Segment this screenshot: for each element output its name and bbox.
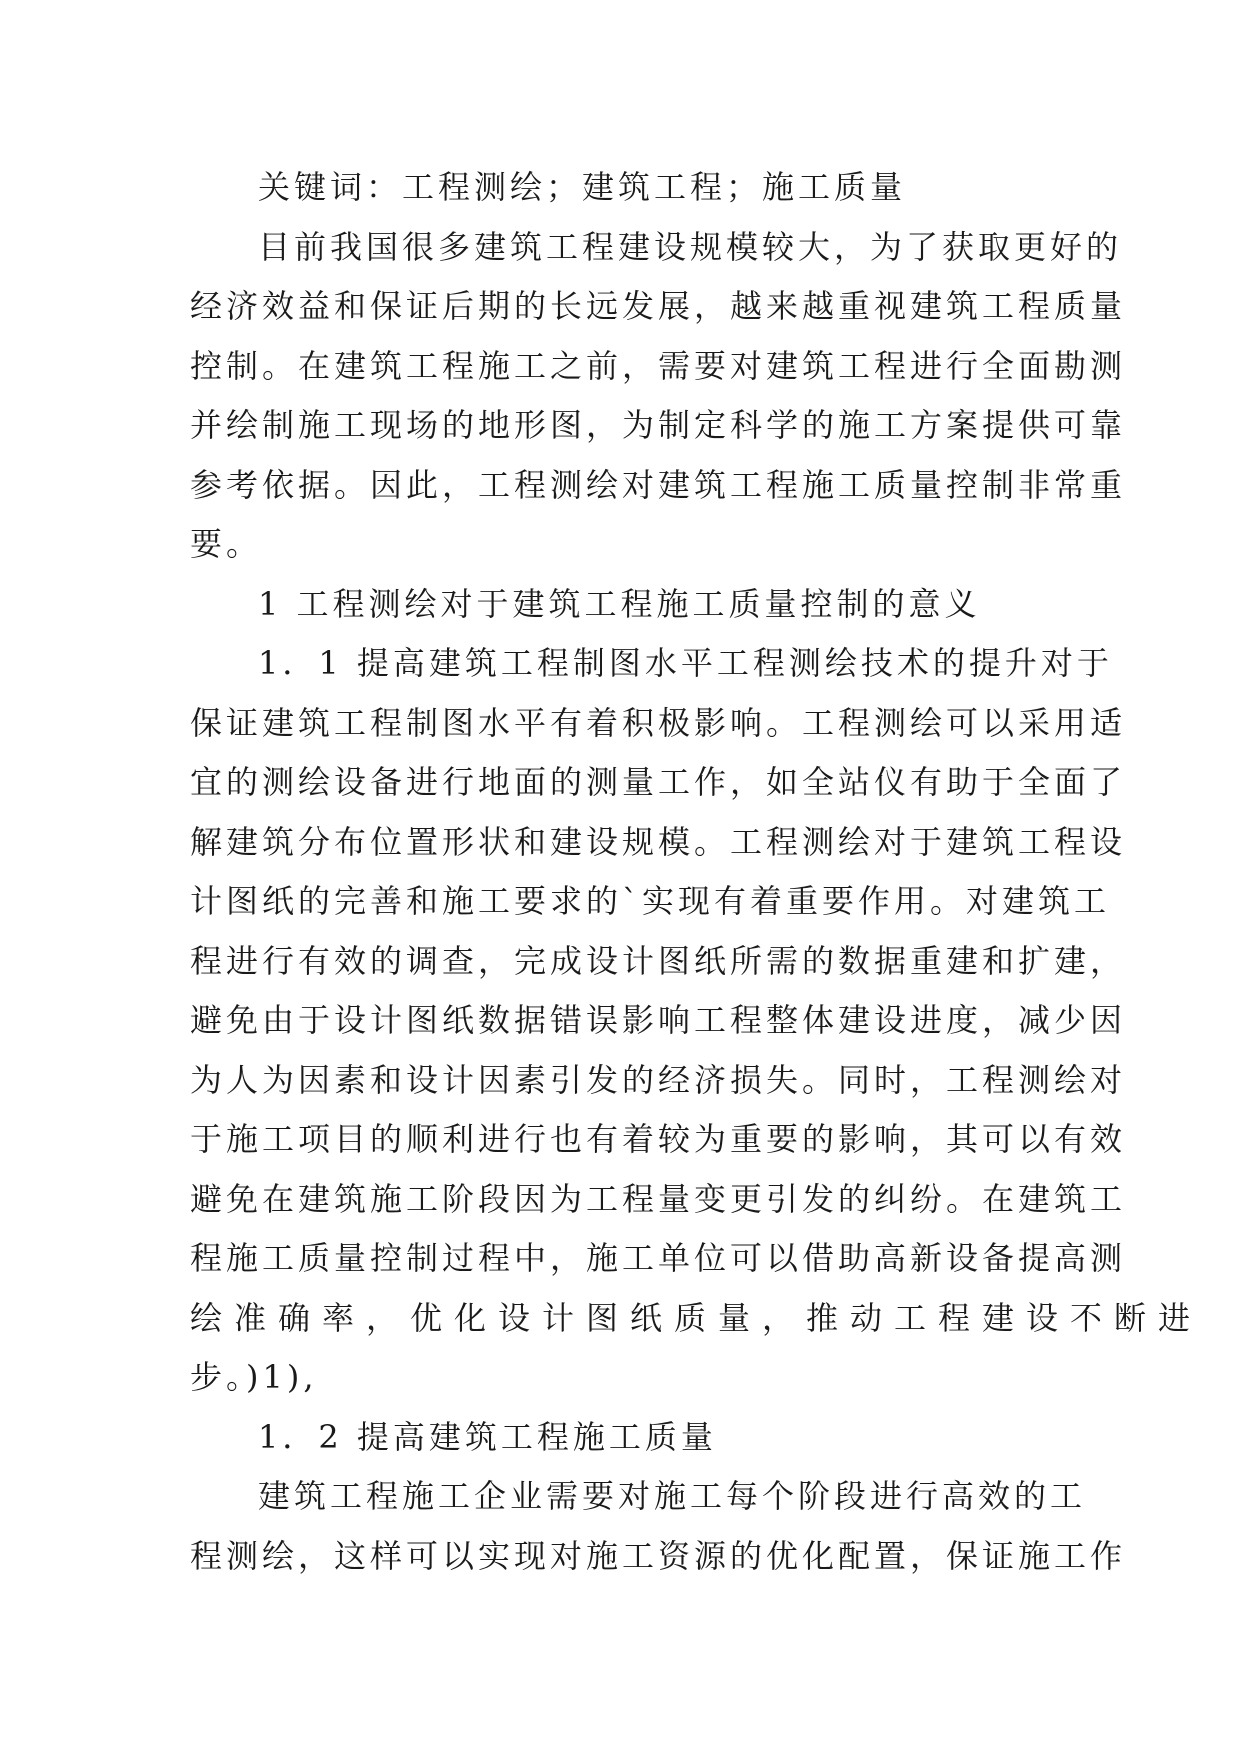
paragraph-line: 解建筑分布位置形状和建设规模。工程测绘对于建筑工程设 xyxy=(190,822,1127,861)
section-heading: 1 工程测绘对于建筑工程施工质量控制的意义 xyxy=(258,584,981,623)
paragraph-line: 经济效益和保证后期的长远发展，越来越重视建筑工程质量 xyxy=(190,287,1127,325)
paragraph-line: 计图纸的完善和施工要求的`实现有着重要作用。对建筑工 xyxy=(190,882,1111,920)
paragraph-line: 参考依据。因此，工程测绘对建筑工程施工质量控制非常重 xyxy=(190,465,1127,504)
paragraph-line: 避免在建筑施工阶段因为工程量变更引发的纠纷。在建筑工 xyxy=(190,1179,1127,1218)
paragraph-line: 1．1 提高建筑工程制图水平工程测绘技术的提升对于 xyxy=(258,644,1113,682)
paragraph-line: 程测绘，这样可以实现对施工资源的优化配置，保证施工作 xyxy=(190,1536,1127,1575)
keywords-line: 关键词：工程测绘；建筑工程；施工质量 xyxy=(258,168,907,206)
paragraph-line: 步。)1), xyxy=(190,1358,318,1396)
paragraph-line: 并绘制施工现场的地形图，为制定科学的施工方案提供可靠 xyxy=(190,406,1127,444)
paragraph-line: 避免由于设计图纸数据错误影响工程整体建设进度，减少因 xyxy=(190,1001,1127,1039)
paragraph-line: 控制。在建筑工程施工之前，需要对建筑工程进行全面勘测 xyxy=(190,346,1127,385)
intro-paragraph xyxy=(190,218,1127,575)
paragraph-line: 于施工项目的顺利进行也有着较为重要的影响，其可以有效 xyxy=(190,1120,1127,1158)
paragraph-line: 保证建筑工程制图水平有着积极影响。工程测绘可以采用适 xyxy=(190,703,1127,742)
section-1-2-paragraph xyxy=(190,1467,1127,1586)
paragraph-line: 要。 xyxy=(190,525,263,563)
paragraph-line: 绘准确率，优化设计图纸质量，推动工程建设不断进 xyxy=(190,1298,1203,1337)
section-1-1-paragraph xyxy=(190,634,1203,1408)
paragraph-line: 目前我国很多建筑工程建设规模较大，为了获取更好的 xyxy=(258,227,1123,266)
document-body xyxy=(190,158,1203,1586)
paragraph-line: 程进行有效的调查，完成设计图纸所需的数据重建和扩建， xyxy=(190,941,1127,980)
paragraph-line: 程施工质量控制过程中，施工单位可以借助高新设备提高测 xyxy=(190,1239,1127,1277)
paragraph-line: 为人为因素和设计因素引发的经济损失。同时，工程测绘对 xyxy=(190,1060,1127,1099)
paragraph-line: 建筑工程施工企业需要对施工每个阶段进行高效的工 xyxy=(258,1477,1087,1515)
subsection-heading: 1．2 提高建筑工程施工质量 xyxy=(258,1417,717,1456)
paragraph-line: 宜的测绘设备进行地面的测量工作，如全站仪有助于全面了 xyxy=(190,763,1127,801)
